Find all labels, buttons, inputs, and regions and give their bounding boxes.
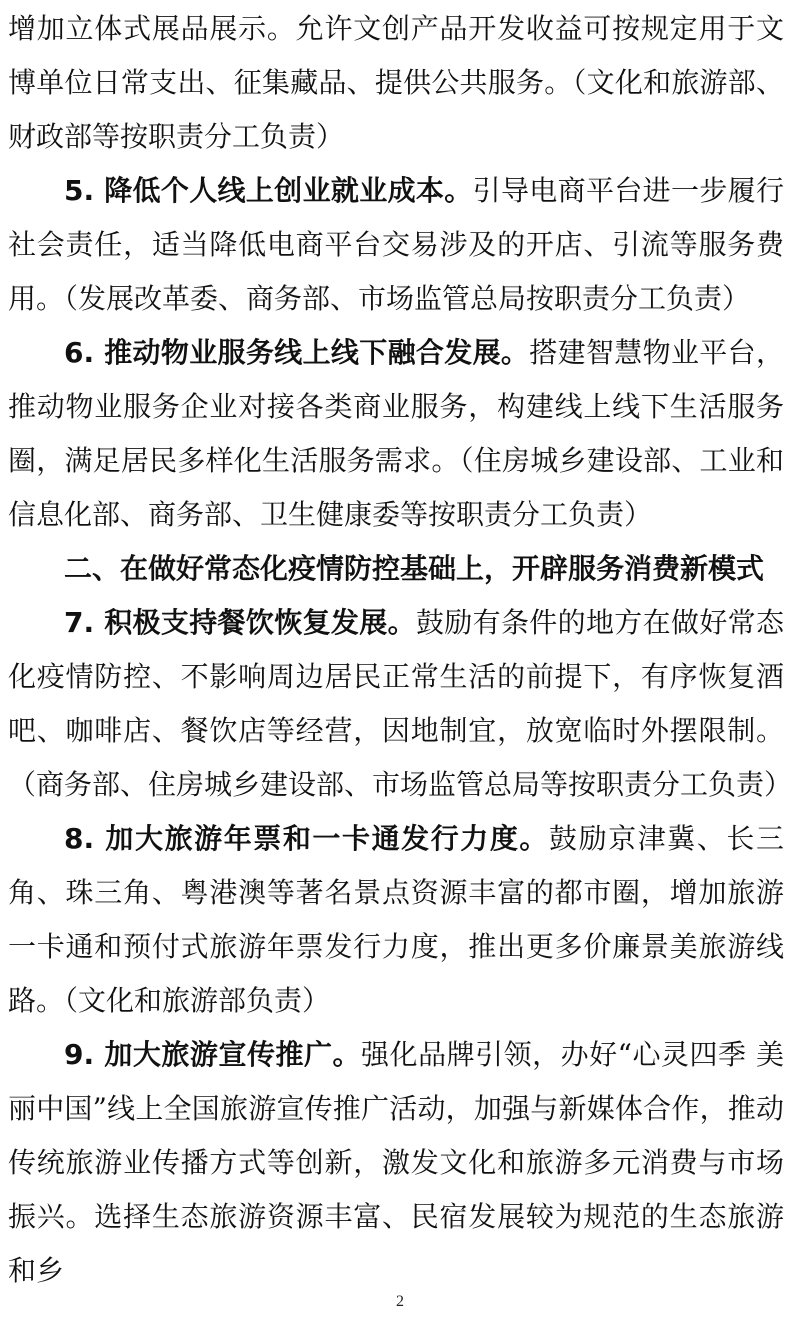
section-heading: 二、在做好常态化疫情防控基础上，开辟服务消费新模式 bbox=[64, 552, 765, 585]
paragraph-body: 鼓励京津冀、长三角、珠三角、粤港澳等著名景点资源丰富的都市圈，增加旅游一卡通和预付式旅游年票发行力度，推出更多价廉景美旅游线路。（文化和旅游部负责） bbox=[8, 822, 784, 1017]
paragraph-lead: 8. 加大旅游年票和一卡通发行力度。 bbox=[64, 822, 549, 855]
paragraph-lead: 9. 加大旅游宣传推广。 bbox=[64, 1038, 362, 1071]
paragraph-body: 强化品牌引领，办好“心灵四季 美丽中国”线上全国旅游宣传推广活动，加强与新媒体合作，推动传统旅游业传播方式等创新，激发文化和旅游多元消费与市场振兴。选择生态旅游资源丰富、民宿发展较为规范的生态旅游和乡 bbox=[8, 1038, 784, 1287]
paragraph-item-6 bbox=[8, 326, 784, 542]
paragraph-lead: 5. 降低个人线上创业就业成本。 bbox=[64, 174, 473, 207]
paragraph-lead: 7. 积极支持餐饮恢复发展。 bbox=[64, 606, 416, 639]
paragraph-body: 鼓励有条件的地方在做好常态化疫情防控、不影响周边居民正常生活的前提下，有序恢复酒吧、咖啡店、餐饮店等经营，因地制宜，放宽临时外摆限制。（商务部、住房城乡建设部、市场监管总局等按职责分工负责） bbox=[8, 606, 793, 801]
paragraph-item-8 bbox=[8, 812, 784, 1028]
paragraph-continuation bbox=[8, 2, 784, 164]
paragraph-body: 搭建智慧物业平台，推动物业服务企业对接各类商业服务，构建线上线下生活服务圈，满足居民多样化生活服务需求。（住房城乡建设部、工业和信息化部、商务部、卫生健康委等按职责分工负责） bbox=[8, 336, 784, 531]
paragraph-body: 引导电商平台进一步履行社会责任，适当降低电商平台交易涉及的开店、引流等服务费用。（发展改革委、商务部、市场监管总局按职责分工负责） bbox=[8, 174, 784, 315]
paragraph-lead: 6. 推动物业服务线上线下融合发展。 bbox=[64, 336, 530, 369]
page-number: 2 bbox=[396, 1293, 404, 1310]
paragraph-item-7 bbox=[8, 596, 793, 812]
paragraph-item-5 bbox=[8, 164, 784, 326]
paragraph-body: 增加立体式展品展示。允许文创产品开发收益可按规定用于文博单位日常支出、征集藏品、提供公共服务。（文化和旅游部、财政部等按职责分工负责） bbox=[8, 12, 784, 153]
paragraph-item-9 bbox=[8, 1028, 784, 1298]
